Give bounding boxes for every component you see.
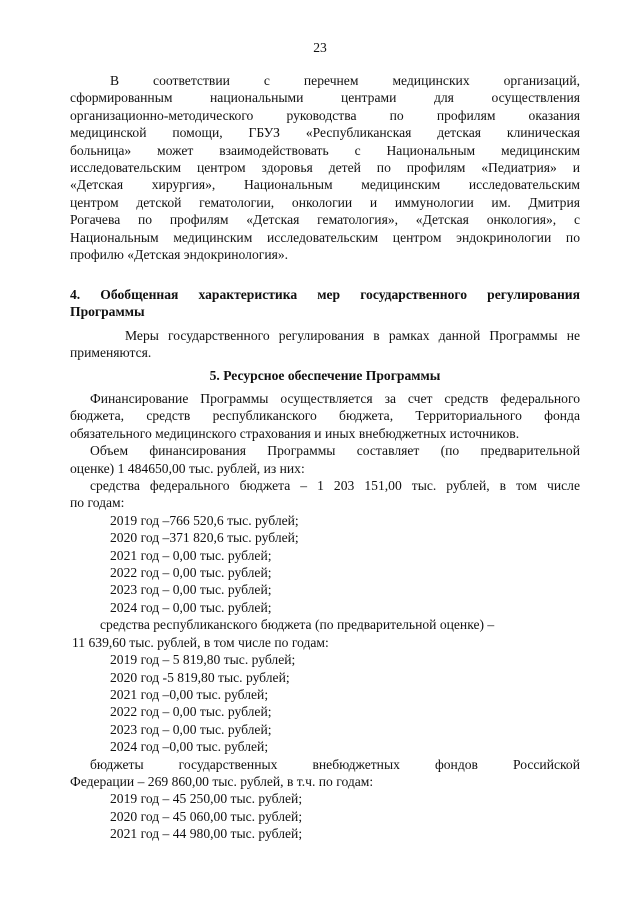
text-line: обязательного медицинского страхования и иных внебюджетных источников. (70, 425, 520, 441)
section-heading: 4. Обобщенная характеристика мер государственного регулирования (70, 287, 580, 302)
year-line: 2020 год –371 820,6 тыс. рублей; (110, 530, 299, 546)
year-line: 2022 год – 0,00 тыс. рублей; (110, 704, 272, 720)
text-line: по годам: (70, 495, 125, 511)
year-line: 2019 год – 45 250,00 тыс. рублей; (110, 791, 303, 807)
year-line: 2023 год – 0,00 тыс. рублей; (110, 721, 272, 737)
year-line: 2023 год – 0,00 тыс. рублей; (110, 582, 272, 598)
section-heading: 5. Ресурсное обеспечение Программы (209, 368, 441, 383)
section-heading: Программы (70, 304, 145, 320)
text-line: Национальным медицинским исследовательским центром эндокринологии по (70, 229, 580, 245)
year-line: 2019 год –766 520,6 тыс. рублей; (110, 512, 299, 528)
text-line: Федерации – 269 860,00 тыс. рублей, в т.ч. по годам: (70, 773, 374, 789)
section-5-heading-wrap (70, 367, 580, 384)
text-line: средства федерального бюджета – 1 203 151,00 тыс. рублей, в том числе (90, 478, 580, 494)
section-4 (70, 286, 580, 321)
year-line: 2021 год –0,00 тыс. рублей; (110, 686, 269, 702)
text-line: Меры государственного регулирования в рамках данной Программы не (125, 328, 580, 343)
text-line: «Детская хирургия», Национальным медицинским исследовательским (70, 177, 580, 193)
text-line: Финансирование Программы осуществляется за счет средств федерального (90, 391, 580, 406)
text-line: организационно-методического руководства по профилям оказания (70, 107, 580, 123)
page-number: 23 (313, 40, 327, 55)
section-5-body (70, 390, 580, 843)
year-line: 2020 год -5 819,80 тыс. рублей; (110, 669, 290, 685)
year-line: 2024 год – 0,00 тыс. рублей; (110, 599, 272, 615)
text-line: Объем финансирования Программы составляет (по предварительной (90, 443, 580, 459)
text-line: исследовательским центром здоровья детей по профилям «Педиатрия» и (70, 160, 580, 176)
text-line: В соответствии с перечнем медицинских организаций, (110, 73, 580, 88)
paragraph-cooperation (70, 72, 580, 263)
text-line: центром детской гематологии, онкологии и иммунологии им. Дмитрия (70, 194, 580, 210)
text-line: больница» может взаимодействовать с Национальным медицинским (70, 142, 580, 158)
year-line: 2020 год – 45 060,00 тыс. рублей; (110, 808, 303, 824)
year-line: 2022 год – 0,00 тыс. рублей; (110, 565, 272, 581)
year-line: 2021 год – 0,00 тыс. рублей; (110, 547, 272, 563)
text-line: профилю «Детская эндокринология». (70, 247, 289, 263)
year-line: 2024 год –0,00 тыс. рублей; (110, 739, 269, 755)
text-line: оценке) 1 484650,00 тыс. рублей, из них: (70, 460, 305, 476)
text-line: 11 639,60 тыс. рублей, в том числе по годам: (72, 634, 329, 650)
year-line: 2021 год – 44 980,00 тыс. рублей; (110, 826, 303, 842)
text-line: бюджета, средств республиканского бюджета, Территориального фонда (70, 408, 580, 424)
text-line: средства республиканского бюджета (по предварительной оценке) – (100, 617, 495, 633)
text-line: применяются. (70, 345, 152, 361)
text-line: Рогачева по профилям «Детская гематология», «Детская онкология», с (70, 212, 580, 228)
section-4-text (70, 327, 580, 362)
year-line: 2019 год – 5 819,80 тыс. рублей; (110, 652, 296, 668)
text-line: бюджеты государственных внебюджетных фондов Российской (90, 756, 580, 772)
text-line: сформированным национальными центрами для осуществления (70, 90, 580, 106)
text-line: медицинской помощи, ГБУЗ «Республиканская детская клиническая (70, 125, 580, 141)
